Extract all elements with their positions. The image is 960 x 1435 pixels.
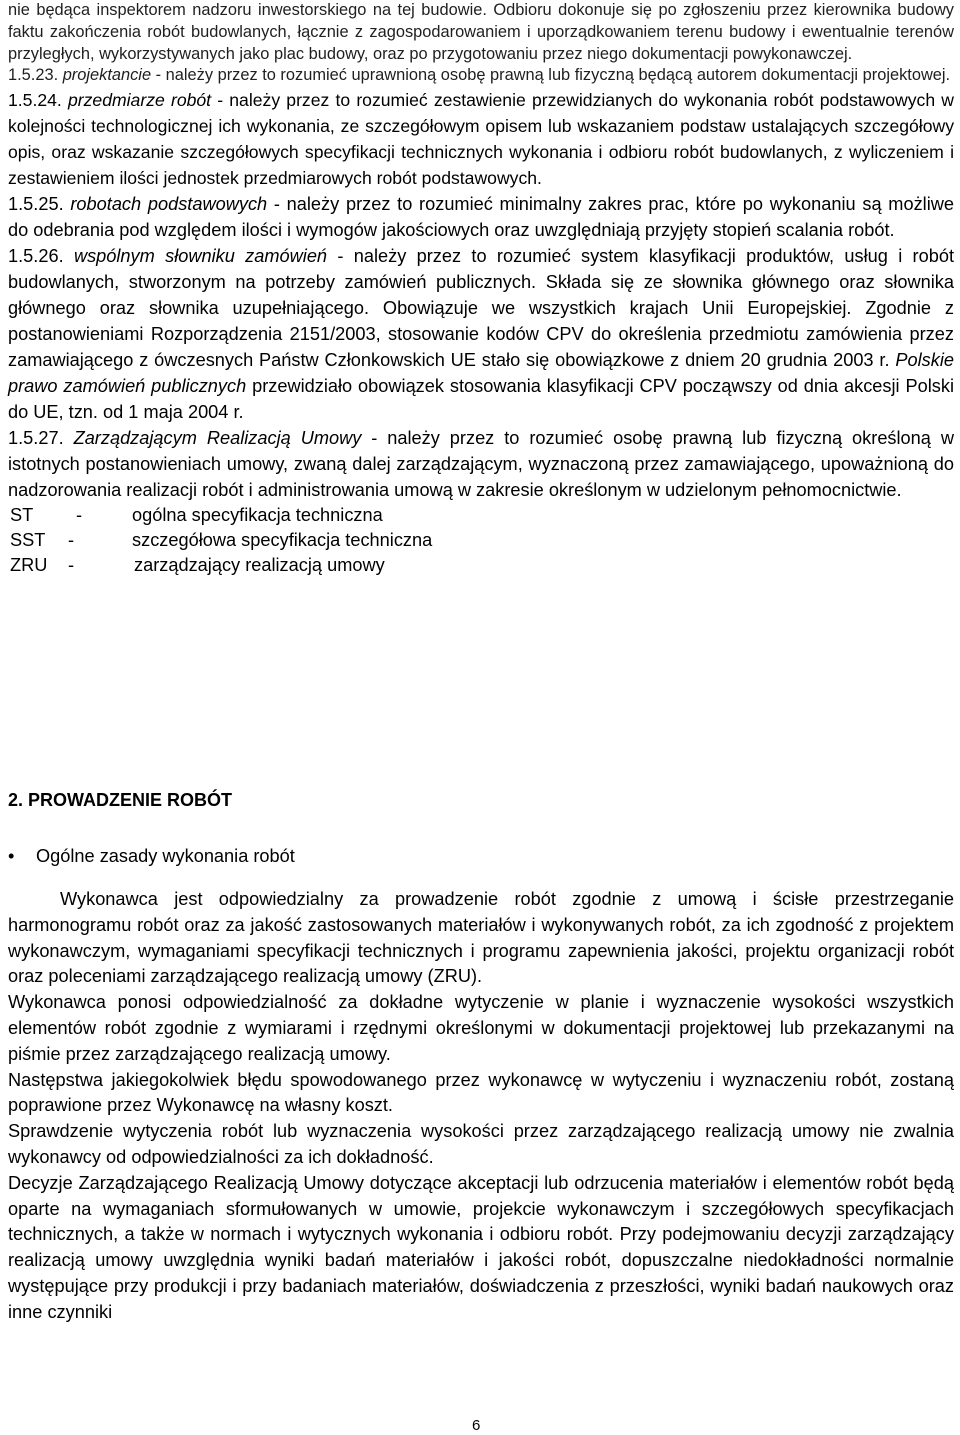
definition-italic-phrase: Polskie prawo zamówień publicznych bbox=[8, 350, 954, 397]
document-page bbox=[8, 0, 954, 578]
definition-text: - należy przez to rozumieć uprawnioną osobę prawną lub fizyczną będącą autorem dokumentacji projektowej. bbox=[151, 66, 951, 85]
definition-term: przedmiarze robót bbox=[67, 90, 212, 111]
body-paragraph: Wykonawca ponosi odpowiedzialność za dokładne wytyczenie w planie i wyznaczenie wysokości wszystkich elementów robót zgodnie z wymiarami i rzędnymi określonymi w dokumentacji projektowej lub przekazanymi na piśmie przez zarządzającego realizacją umowy. bbox=[8, 992, 954, 1064]
abbreviation-dash: - bbox=[68, 555, 75, 576]
abbreviation-row bbox=[8, 503, 954, 528]
abbreviation-code: ST bbox=[10, 505, 34, 526]
bullet-text: Ogólne zasady wykonania robót bbox=[36, 846, 295, 866]
abbreviation-code: ZRU bbox=[10, 555, 48, 576]
body-paragraph: Decyzje Zarządzającego Realizacją Umowy dotyczące akceptacji lub odrzucenia materiałów i elementów robót będą oparte na wymaganiach sformułowanych w umowie, projekcie wykonawczym i szczegółowych specyfikacjach technicznych, a także w normach i wytycznych wykonania i odbioru robót. Przy podejmowaniu decyzji zarządzający realizacją umowy uwzględnia wyniki badań materiałów i jakości robót, dopuszczalne niedokładności normalnie występujące przy produkcji i przy badaniach materiałów, doświadczenia z przeszłości, wyniki badań naukowych oraz inne czynniki bbox=[8, 1172, 954, 1322]
definition-number: 1.5.27. bbox=[8, 428, 64, 449]
bullet-icon: • bbox=[8, 846, 15, 866]
definition-1-5-24 bbox=[8, 87, 954, 191]
definition-number: 1.5.26. bbox=[8, 246, 64, 267]
definition-text-continued: przewidziało obowiązek stosowania klasyfikacji CPV począwszy od dnia akcesji Polski do UE, tzn. od 1 maja 2004 r. bbox=[8, 376, 954, 423]
section-heading: 2. PROWADZENIE ROBÓT bbox=[8, 790, 233, 810]
definition-term: Zarządzającym Realizacją Umowy bbox=[73, 428, 362, 449]
definition-number: 1.5.25. bbox=[8, 194, 64, 215]
body-paragraph: Następstwa jakiegokolwiek błędu spowodowanego przez wykonawcę w wytyczeniu i wyznaczeniu robót, zostaną poprawione przez Wykonawcę na własny koszt. bbox=[8, 1069, 954, 1116]
definition-text: - należy przez to rozumieć minimalny zakres prac, które po wykonaniu są możliwe do odebrania pod względem ilości i wymogów jakościowych oraz uwzględniają przyjęty stopień scalania robót. bbox=[8, 194, 954, 241]
definition-term: projektancie bbox=[62, 66, 152, 85]
definition-text: - należy przez to rozumieć system klasyfikacji produktów, usług i robót budowlanych, stworzonym na potrzeby zamówień publicznych. Składa się ze słownika głównego oraz słownika głównego oraz słownika uzupełniającego. Obowiązuje we wszystkich krajach Unii Europejskiej. Zgodnie z postanowieniami Rozporządzenia 2151/2003, stosowanie kodów CPV do określenia przedmiotu zamówienia przez zamawiającego z ówczesnych Państw Członkowskich UE stało się obowiązkowe z dniem 20 grudnia 2003 r. bbox=[8, 246, 954, 371]
section-body bbox=[8, 887, 954, 1326]
abbreviation-dash: - bbox=[76, 505, 83, 526]
definition-text: - należy przez to rozumieć zestawienie przewidzianych do wykonania robót podstawowych w kolejności technologicznej ich wykonania, ze szczegółowym opisem lub wskazaniem podstaw ustalających szczegółowy opis, oraz wskazanie szczegółowych specyfikacji technicznych wykonania i odbioru robót budowlanych, z wyliczeniem i zestawieniem ilości jednostek przedmiarowych robót podstawowych. bbox=[8, 90, 954, 189]
body-paragraph: Sprawdzenie wytyczenia robót lub wyznaczenia wysokości przez zarządzającego realizacją umowy nie zwalnia wykonawcy od odpowiedzialności za ich dokładność. bbox=[8, 1121, 954, 1167]
definition-1-5-25 bbox=[8, 191, 954, 243]
definition-number: 1.5.23. bbox=[8, 66, 59, 85]
intro-text: nie będąca inspektorem nadzoru inwestorskiego na tej budowie. Odbioru dokonuje się po zgłoszeniu przez kierownika budowy faktu zakończenia robót budowlanych, łącznie z zagospodarowaniem i uporządkowaniem terenu budowy i ewentualnie terenów przyległych, wykorzystywanych jako plac budowy, oraz po przygotowaniu przez niego dokumentacji powykonawczej. bbox=[8, 1, 954, 63]
definition-1-5-27 bbox=[8, 425, 954, 503]
bullet-item bbox=[8, 843, 295, 869]
abbreviation-row bbox=[8, 553, 954, 578]
abbreviation-meaning: ogólna specyfikacja techniczna bbox=[132, 505, 383, 526]
definition-number: 1.5.24. bbox=[8, 90, 62, 111]
intro-paragraph bbox=[8, 0, 954, 65]
abbreviation-code: SST bbox=[10, 530, 46, 551]
body-paragraph: Wykonawca jest odpowiedzialny za prowadzenie robót zgodnie z umową i ścisłe przestrzeganie harmonogramu robót oraz za jakość zastosowanych materiałów i wykonywanych robót, za ich zgodność z projektem wykonawczym, wymaganiami specyfikacji technicznych i programu zapewnienia jakości, projektu organizacji robót oraz poleceniami zarządzającego realizacją umowy (ZRU). bbox=[8, 889, 954, 987]
page-number: 6 bbox=[472, 1417, 481, 1434]
abbreviation-row bbox=[8, 528, 954, 553]
definition-term: robotach podstawowych bbox=[70, 194, 268, 215]
definition-1-5-26 bbox=[8, 243, 954, 425]
definition-1-5-23 bbox=[8, 65, 954, 87]
abbreviation-dash: - bbox=[68, 530, 75, 551]
abbreviation-list bbox=[8, 503, 954, 578]
abbreviation-meaning: szczegółowa specyfikacja techniczna bbox=[132, 530, 433, 551]
definition-term: wspólnym słowniku zamówień bbox=[73, 246, 328, 267]
abbreviation-meaning: zarządzający realizacją umowy bbox=[134, 555, 385, 576]
definition-text: - należy przez to rozumieć osobę prawną lub fizyczną określoną w istotnych postanowieniach umowy, zwaną dalej zarządzającym, wyznaczoną przez zamawiającego, upoważnioną do nadzorowania realizacji robót i administrowania umową w zakresie określonym w udzielonym pełnomocnictwie. bbox=[8, 428, 954, 501]
